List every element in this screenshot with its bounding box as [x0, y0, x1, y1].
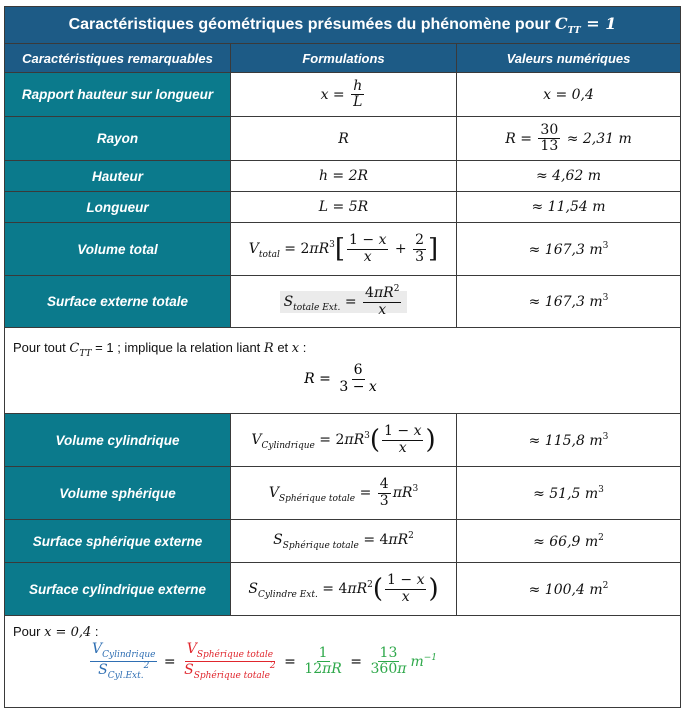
header-formulations: Formulations	[231, 44, 457, 73]
table-row	[5, 223, 681, 276]
value-surface-spherique: ≈ 66,9 $m^2$	[457, 520, 681, 563]
formula-volume-cylindrique: $V_{Cylindrique} = 2\pi R^3$( $\frac{1 - x}{x}$ )	[231, 414, 457, 467]
label-surface-spherique: Surface sphérique externe	[5, 520, 231, 563]
label-volume-cylindrique: Volume cylindrique	[5, 414, 231, 467]
relation-formula: R = $\frac{6}{3 - x}$	[304, 362, 377, 395]
header-numeric-values: Valeurs numériques	[457, 44, 681, 73]
title-math: $C_{TT} = 1$	[554, 14, 617, 36]
note-relation	[5, 328, 681, 414]
table-row	[5, 161, 681, 192]
label-hauteur: Hauteur	[5, 161, 231, 192]
value-volume-total: ≈ 167,3 $m^3$	[457, 223, 681, 276]
note-final-ratio	[5, 616, 681, 708]
formula-rayon: R	[231, 117, 457, 161]
header-characteristics: Caractéristiques remarquables	[5, 44, 231, 73]
table-row	[5, 328, 681, 414]
value-hauteur: ≈ 4,62 m	[457, 161, 681, 192]
value-surface-externe: ≈ 167,3 $m^3$	[457, 276, 681, 328]
table-row	[5, 467, 681, 520]
formula-hauteur: h = 2R	[231, 161, 457, 192]
table-row	[5, 414, 681, 467]
value-volume-spherique: ≈ 51,5 $m^3$	[457, 467, 681, 520]
note-relation-text: Pour tout $C_{TT} = 1$ ; implique la relation liant R et x :	[13, 340, 307, 360]
table-row	[5, 563, 681, 616]
label-surface-externe: Surface externe totale	[5, 276, 231, 328]
value-volume-cylindrique: ≈ 115,8 $m^3$	[457, 414, 681, 467]
formula-ratio: x = $\frac{h}{L}$	[231, 73, 457, 117]
table-row	[5, 192, 681, 223]
table-row	[5, 73, 681, 117]
ratio-numeric: $\frac{13}{360\pi}$	[370, 645, 407, 678]
final-ratio-formula: $\frac{V_{Cylindrique}}{S_{Cyl.Ext.}^2}$ = $\frac{V_{Sphérique totale}}{S_{Sphérique totale}^2}$ = $\frac{1}{12\pi R}$ = $\frac{13}{360\pi}$ $m^{-1}$	[91, 641, 437, 681]
label-ratio: Rapport hauteur sur longueur	[5, 73, 231, 117]
formula-surface-cylindrique: $S_{Cylindre Ext.} = 4\pi R^2$( $\frac{1 - x}{x}$ )	[231, 563, 457, 616]
table-row	[5, 616, 681, 708]
formula-surface-spherique: $S_{Sphérique totale} = 4\pi R^2$	[231, 520, 457, 563]
label-longueur: Longueur	[5, 192, 231, 223]
table-title: Caractéristiques géométriques présumées du phénomène pour $C_{TT} = 1$	[5, 7, 681, 44]
table-row	[5, 520, 681, 563]
formula-longueur: L = 5R	[231, 192, 457, 223]
characteristics-table	[4, 6, 681, 708]
ratio-cylindrique: $\frac{V_{Cylindrique}}{S_{Cyl.Ext.}^2}$	[91, 641, 156, 681]
value-ratio: x = 0,4	[457, 73, 681, 117]
formula-volume-total: $V_{total} = 2\pi R^3$[ $\frac{1 - x}{x}$ + $\frac{2}{3}$ ]	[231, 223, 457, 276]
characteristics-table-wrapper	[4, 6, 680, 708]
note-final-text: Pour x = 0,4 :	[13, 624, 99, 640]
label-volume-total: Volume total	[5, 223, 231, 276]
table-row	[5, 276, 681, 328]
table-row	[5, 117, 681, 161]
ratio-spherique: $\frac{V_{Sphérique totale}}{S_{Sphérique totale}^2}$	[184, 641, 276, 681]
formula-volume-spherique: $V_{Sphérique totale}$ = $\frac{4}{3}$ $\pi R^3$	[231, 467, 457, 520]
ratio-simplified: $\frac{1}{12\pi R}$	[304, 645, 342, 678]
value-rayon: R = $\frac{30}{13}$ ≈ 2,31 m	[457, 117, 681, 161]
value-longueur: ≈ 11,54 m	[457, 192, 681, 223]
label-surface-cylindrique: Surface cylindrique externe	[5, 563, 231, 616]
label-volume-spherique: Volume sphérique	[5, 467, 231, 520]
label-rayon: Rayon	[5, 117, 231, 161]
formula-surface-externe: $S_{totale Ext.}$ = $\frac{4\pi R^2}{x}$	[231, 276, 457, 328]
value-surface-cylindrique: ≈ 100,4 $m^2$	[457, 563, 681, 616]
